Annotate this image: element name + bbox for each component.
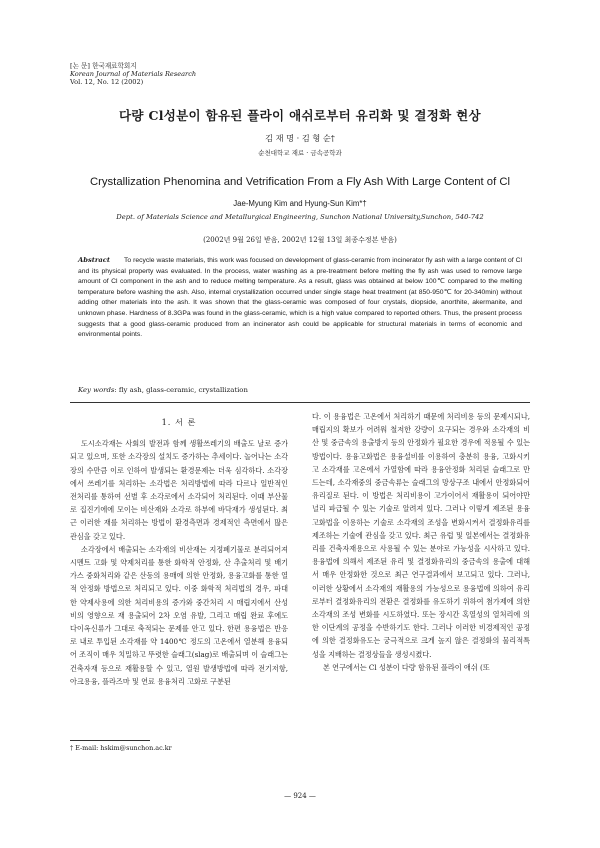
section-heading-introduction: 1. 서 론 [161, 417, 197, 427]
abstract-label: Abstract [78, 256, 111, 264]
left-column [70, 414, 288, 688]
keywords [78, 386, 248, 394]
authors-english: Jae-Myung Kim and Hyung-Sun Kim*† [233, 199, 367, 208]
page-number: — 924 — [284, 792, 316, 800]
keywords-label: Key words [78, 386, 115, 394]
journal-name-ko: [논 문] 한국재료학회지 [70, 62, 137, 70]
right-column [312, 410, 530, 674]
paragraph: 본 연구에서는 Cl 성분이 다량 함유된 플라이 애쉬 (또 [323, 662, 490, 672]
keywords-text: : fly ash, glass-ceramic, crystallization [114, 386, 248, 394]
affiliation-english: Dept. of Materials Science and Metallurgical Engineering, Sunchon National University,Sunchon, 540-742 [116, 213, 484, 221]
footnote-divider [70, 740, 150, 741]
title-korean: 다량 Cl성분이 함유된 플라이 애쉬로부터 유리화 및 결정화 현상 [119, 108, 481, 123]
footnote-email: † E-mail: hskim@sunchon.ac.kr [70, 744, 172, 752]
abstract-text: To recycle waste materials, this work was focused on development of glass-ceramic from incinerator fly ash with a large content of Cl and its physical property was evaluated. In the process, water washing as a pre-treatment before melting the fly ash was used to remove large amount of Cl component in the ash and to reduce melting temperature. As a result, glass was obtained at below 100℃ compared to the melting temperature before washing the ash. Also, internal crystallization occurred under single stage heat treatment (at 850-950℃ for 20-340min) without adding other materials into the ash. It was shown that the glass-ceramic was composed of four crystals, diopside, anorthite, akermanite, and unknown phase. Hardness of 8.3GPa was found in the glass-ceramic, which is a high value compared to reported others. Thus, the present process suggests that a good glass-ceramic produced from an incinerator ash could be applicable for structural materials in terms of economic and environmental points. [78, 257, 522, 339]
paragraph: 소각장에서 배출되는 소각재의 비산재는 지정폐기물로 분리되어져 시멘트 고화 및 약제처리를 통한 화학적 안정화, 산 추출처리 및 배기가스 중화처리와 같은 산동의 용매에 의한 안정화, 용융고화를 통한 열적 안정화 방법으로 처리되고 있다. 이중 화학적 처리법의 경우, 파대한 약제사용에 의한 처리비용의 증가와 중간처리 시 매립지에서 산성비의 영향으로 재 용출되어 2차 오염 유발, 그리고 매립 완료 후에도 다이옥신류가 그대로 축적되는 문제를 안고 있다. 한편 용융법은 반응로 내로 투입된 소각재를 약 1400℃ 정도의 고온에서 열분해 용융되어 조직이 매우 치밀하고 뚜렷한 슬래그(slag)로 배출되며 이 슬래그는 건축자재 등으로 재활용할 수 있고, 열원 발생방법에 따라 전기저항, 아크용융, 플라즈마 및 연료 용융처리 고화로 구분된 [70, 544, 288, 686]
authors-korean: 김 재 명 · 김 형 순† [265, 133, 335, 143]
journal-volume: Vol. 12, No. 12 (2002) [70, 78, 144, 86]
abstract [78, 255, 522, 341]
affiliation-korean: 순천대학교 재료 · 금속공학과 [258, 149, 342, 157]
journal-name-en: Korean Journal of Materials Research [70, 70, 197, 78]
paragraph: 다. 이 용융법은 고온에서 처리하기 때문에 처리비용 등의 문제시되나, 매립지의 확보가 어려워 철저한 강량이 요구되는 경우와 소각재의 비산 및 중금속의 용출방지 등의 안정화가 필요한 경우에 적용될 수 있는 방법이다. 용융고화법은 용융설비를 이용하여 충분히 용융, 고화시키고 소각재를 고온에서 가열함에 따라 용융안정화 처리된 슬래그로 만드는데, 소각재중의 중금속류는 슬래그의 망상구조 내에서 안정화되어 유리질로 된다. 이 방법은 처리비용이 고가이어서 재활용이 되어야만 널리 파급될 수 있는 기술로 알려져 있다. 그러나 이렇게 제조된 용융 고화법을 이용하는 기술로 소각재의 조성을 변화시켜서 결정화유리를 제조하는 기술에 관심을 갖고 있다. 최근 유럽 및 일본에서는 결정화유리를 건축자재용으로 사용될 수 있는 분야로 가능성을 시사하고 있다. 용융법에 의해서 제조된 유리 및 결정화유리의 중금속의 용출에 대해서 매우 안정화한 것으로 최근 연구결과에서 보고되고 있다. 그러나, 이러한 상황에서 소각재의 재활용의 가능성으로 용융법에 의하여 유리로부터 결정화유리의 전환은 결정화를 유도하기 위하여 첨가제에 의한 소각재의 조성 변화를 시도하였다. 또는 장시간 혹열성의 열처리에 의한 이단계의 공정을 수반하기도 한다. 그러나 이러한 비경제적인 공정에 의한 결정화유도는 궁극적으로 크게 높지 않은 결정화의 물리적특성을 지배하는 결정상들을 생성시켰다. [312, 412, 530, 659]
received-dates: (2002년 9월 26일 받음, 2002년 12월 13일 최종수정본 받음) [203, 236, 397, 244]
title-english: Crystallization Phenomina and Vetrification From a Fly Ash With Large Content of Cl [89, 176, 511, 188]
paragraph: 도시소각재는 사회의 발전과 함께 생활쓰레기의 배출도 날로 증가되고 있으며, 또한 소각장의 설치도 증가하는 추세이다. 놀어나는 소각장의 수만큼 이로 인하여 발생되는 환경문제는 더욱 심각하다. 소각장에서 쓰레기를 처리하는 소각법은 처리방법에 따라 다르나 일반적인 전처리를 통하여 선별 후 소각로에서 소각되어 처리된다. 이때 부산물로 집진기에에 모이는 비산재와 소각로 하부에 바닥재가 생성된다. 최근 이러한 재를 처리하는 방법이 환경측면과 경제적인 측면에서 많은 관심을 갖고 있다. [70, 439, 288, 541]
section-divider [70, 402, 530, 403]
journal-header [70, 62, 196, 86]
